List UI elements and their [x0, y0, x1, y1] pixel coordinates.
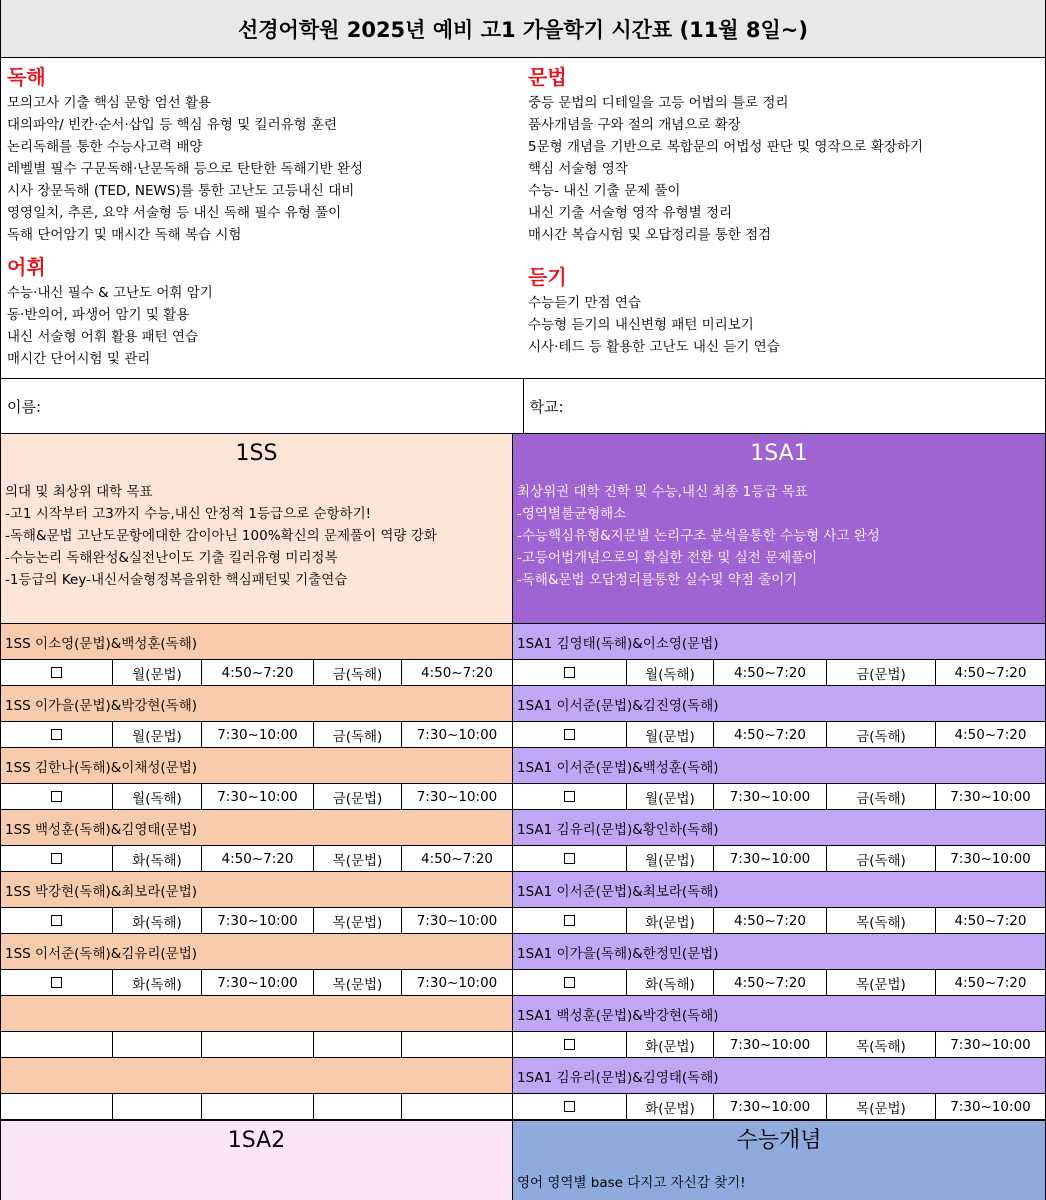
- class-group-title: [1, 996, 512, 1032]
- page-title: 선경어학원 2025년 예비 고1 가을학기 시간표 (11월 8일~): [1, 0, 1045, 58]
- class-group-title: 1SS 이소영(문법)&백성훈(독해): [1, 624, 512, 660]
- schedule-row: [1, 722, 512, 748]
- grammar-line: 수능- 내신 기출 문제 풀이: [528, 183, 681, 199]
- checkbox-icon[interactable]: [564, 729, 575, 740]
- day-cell: 금(독해): [826, 784, 935, 809]
- class-group-title: 1SS 박강현(독해)&최보라(문법): [1, 872, 512, 908]
- schedule-row: [1, 660, 512, 686]
- schedule-row: [513, 1032, 1045, 1058]
- school-field[interactable]: 학교:: [523, 379, 1046, 433]
- reading-line: 모의고사 기출 핵심 문항 엄선 활용: [7, 95, 212, 111]
- reading-line: 논리독해를 통한 수능사고력 배양: [7, 139, 203, 155]
- reading-line: 대의파악/ 빈칸·순서·삽입 등 핵심 유형 및 킬러유형 훈련: [7, 117, 338, 133]
- enroll-checkbox-cell[interactable]: [513, 846, 626, 871]
- class-group-title: 1SA1 김영태(독해)&이소영(문법): [513, 624, 1045, 660]
- class-1sa2-title: 1SA2: [227, 1128, 286, 1153]
- time-cell: 7:30~10:00: [935, 784, 1045, 809]
- name-field[interactable]: 이름:: [7, 397, 42, 416]
- class-group-title: 1SS 김한나(독해)&이채성(문법): [1, 748, 512, 784]
- grammar-line: 매시간 복습시험 및 오답정리를 통한 점검: [528, 227, 772, 243]
- schedule-row: [1, 846, 512, 872]
- checkbox-icon[interactable]: [51, 977, 62, 988]
- schedule-row: [1, 1032, 512, 1058]
- time-cell: 7:30~10:00: [935, 1094, 1045, 1119]
- lower-classes: [1, 1120, 1045, 1200]
- class-concept-title: 수능개념: [736, 1128, 822, 1153]
- time-cell: 7:30~10:00: [401, 970, 512, 995]
- class-group-title: 1SS 이서준(독해)&김유리(문법): [1, 934, 512, 970]
- section-title-listening: 듣기: [528, 265, 567, 289]
- time-cell: [401, 1032, 512, 1057]
- vocab-line: 동·반의어, 파생어 암기 및 활용: [7, 307, 190, 323]
- checkbox-icon[interactable]: [564, 791, 575, 802]
- class-1ss-header: [1, 434, 512, 624]
- time-cell: 7:30~10:00: [401, 908, 512, 933]
- day-cell: 월(문법): [626, 722, 713, 747]
- class-1ss-groups: [1, 624, 512, 1120]
- class-1sa1-desc-line: -영역별불균형해소: [517, 506, 627, 522]
- schedule-row: [513, 784, 1045, 810]
- class-group-title: 1SA1 이서준(문법)&김진영(독해): [513, 686, 1045, 722]
- curriculum-overview: [1, 58, 1045, 379]
- day-cell: 목(문법): [826, 1094, 935, 1119]
- time-cell: 4:50~7:20: [713, 660, 826, 685]
- class-group-title: [1, 1058, 512, 1094]
- time-cell: 7:30~10:00: [713, 1094, 826, 1119]
- time-cell: 7:30~10:00: [201, 784, 313, 809]
- class-1sa1-column: [512, 434, 1045, 1120]
- day-cell: [112, 1032, 201, 1057]
- day-cell: 금(독해): [826, 722, 935, 747]
- class-group-title: 1SA1 이서준(문법)&최보라(독해): [513, 872, 1045, 908]
- day-cell: 금(문법): [826, 660, 935, 685]
- enroll-checkbox-cell[interactable]: [513, 1032, 626, 1057]
- reading-line: 독해 단어암기 및 매시간 독해 복습 시험: [7, 227, 242, 243]
- class-1ss-column: [1, 434, 512, 1120]
- enroll-checkbox-cell[interactable]: [513, 1094, 626, 1119]
- class-concept-header: [512, 1121, 1045, 1200]
- listening-line: 수능듣기 만점 연습: [528, 295, 641, 311]
- day-cell: 목(독해): [826, 1032, 935, 1057]
- time-cell: 4:50~7:20: [201, 846, 313, 871]
- listening-lines: [528, 292, 1039, 358]
- day-cell: 화(독해): [112, 908, 201, 933]
- time-cell: 4:50~7:20: [401, 846, 512, 871]
- vocab-lines: [7, 282, 518, 370]
- time-cell: 4:50~7:20: [935, 908, 1045, 933]
- schedule-row: [1, 1094, 512, 1120]
- time-cell: [201, 1094, 313, 1119]
- class-schedule: [1, 434, 1045, 1120]
- class-group-title: 1SA1 김유리(문법)&김영태(독해): [513, 1058, 1045, 1094]
- enroll-checkbox-cell[interactable]: [513, 660, 626, 685]
- class-1ss-desc-line: -고1 시작부터 고3까지 수능,내신 안정적 1등급으로 순항하기!: [5, 506, 372, 522]
- day-cell: [313, 1094, 401, 1119]
- student-info-row: [1, 379, 1045, 434]
- checkbox-icon[interactable]: [51, 667, 62, 678]
- checkbox-icon[interactable]: [564, 853, 575, 864]
- day-cell: 월(문법): [112, 722, 201, 747]
- day-cell: 목(문법): [313, 846, 401, 871]
- enroll-checkbox-cell[interactable]: [1, 908, 112, 933]
- enroll-checkbox-cell[interactable]: [1, 784, 112, 809]
- class-1sa1-title: 1SA1: [750, 441, 808, 466]
- class-1sa1-desc: [517, 481, 1041, 591]
- enroll-checkbox-cell[interactable]: [1, 970, 112, 995]
- class-1sa1-groups: [513, 624, 1045, 1120]
- day-cell: 금(독해): [313, 660, 401, 685]
- class-1sa1-desc-line: -고등어법개념으로의 확실한 전환 및 실전 문제풀이: [517, 550, 818, 566]
- class-1ss-title: 1SS: [235, 441, 278, 466]
- checkbox-icon[interactable]: [564, 915, 575, 926]
- checkbox-icon[interactable]: [564, 667, 575, 678]
- time-cell: 4:50~7:20: [401, 660, 512, 685]
- day-cell: 목(문법): [313, 908, 401, 933]
- grammar-line: 중등 문법의 디테일을 고등 어법의 틀로 정리: [528, 95, 789, 111]
- enroll-checkbox-cell[interactable]: [513, 722, 626, 747]
- checkbox-icon[interactable]: [564, 1101, 575, 1112]
- checkbox-icon[interactable]: [564, 1039, 575, 1050]
- schedule-row: [1, 908, 512, 934]
- reading-lines: [7, 92, 518, 246]
- grammar-line: 품사개념을 구와 절의 개념으로 확장: [528, 117, 741, 133]
- checkbox-icon[interactable]: [51, 915, 62, 926]
- schedule-row: [513, 1094, 1045, 1120]
- class-1ss-desc-line: 의대 및 최상위 대학 목표: [5, 484, 153, 500]
- day-cell: 월(문법): [626, 846, 713, 871]
- time-cell: 7:30~10:00: [201, 970, 313, 995]
- curriculum-right: [524, 58, 1045, 378]
- time-cell: 4:50~7:20: [935, 722, 1045, 747]
- section-title-reading: 독해: [7, 65, 46, 89]
- class-group-title: 1SA1 이가을(독해)&한정민(문법): [513, 934, 1045, 970]
- day-cell: 화(독해): [626, 970, 713, 995]
- time-cell: 7:30~10:00: [201, 722, 313, 747]
- day-cell: 금(독해): [826, 846, 935, 871]
- listening-line: 시사·테드 등 활용한 고난도 내신 듣기 연습: [528, 339, 780, 355]
- reading-line: 영영일치, 추론, 요약 서술형 등 내신 독해 필수 유형 풀이: [7, 205, 342, 221]
- time-cell: 4:50~7:20: [713, 970, 826, 995]
- enroll-checkbox-cell[interactable]: [1, 1032, 112, 1057]
- checkbox-icon[interactable]: [51, 729, 62, 740]
- time-cell: 7:30~10:00: [713, 784, 826, 809]
- vocab-line: 수능·내신 필수 & 고난도 어휘 암기: [7, 285, 213, 301]
- grammar-line: 핵심 서술형 영작: [528, 161, 628, 177]
- time-cell: 4:50~7:20: [713, 908, 826, 933]
- class-group-title: 1SS 백성훈(독해)&김영태(문법): [1, 810, 512, 846]
- time-cell: 4:50~7:20: [201, 660, 313, 685]
- class-group-title: 1SA1 김유리(문법)&황인하(독해): [513, 810, 1045, 846]
- class-concept-desc: 영어 영역별 base 다지고 자신감 찾기!: [517, 1175, 746, 1191]
- grammar-lines: [528, 92, 1039, 246]
- day-cell: 월(문법): [626, 784, 713, 809]
- time-cell: 4:50~7:20: [935, 660, 1045, 685]
- day-cell: 화(문법): [626, 1032, 713, 1057]
- day-cell: 목(문법): [826, 970, 935, 995]
- enroll-checkbox-cell[interactable]: [513, 908, 626, 933]
- class-group-title: 1SA1 이서준(문법)&백성훈(독해): [513, 748, 1045, 784]
- class-group-title: 1SS 이가을(문법)&박강현(독해): [1, 686, 512, 722]
- time-cell: 7:30~10:00: [713, 846, 826, 871]
- schedule-row: [513, 846, 1045, 872]
- time-cell: [201, 1032, 313, 1057]
- day-cell: 화(문법): [626, 908, 713, 933]
- class-1ss-desc-line: -수능논리 독해완성&실전난이도 기출 킬러유형 미리정복: [5, 550, 338, 566]
- time-cell: 7:30~10:00: [935, 846, 1045, 871]
- reading-line: 시사 장문독해 (TED, NEWS)를 통한 고난도 고등내신 대비: [7, 183, 355, 199]
- section-title-grammar: 문법: [528, 65, 567, 89]
- day-cell: 월(독해): [626, 660, 713, 685]
- vocab-line: 매시간 단어시험 및 관리: [7, 351, 151, 367]
- time-cell: 7:30~10:00: [713, 1032, 826, 1057]
- enroll-checkbox-cell[interactable]: [1, 660, 112, 685]
- time-cell: 4:50~7:20: [713, 722, 826, 747]
- schedule-row: [513, 970, 1045, 996]
- checkbox-icon[interactable]: [51, 791, 62, 802]
- time-cell: 7:30~10:00: [401, 722, 512, 747]
- class-1ss-desc: [5, 481, 508, 591]
- listening-line: 수능형 듣기의 내신변형 패턴 미리보기: [528, 317, 754, 333]
- class-1sa2-header: [1, 1121, 512, 1200]
- day-cell: 화(문법): [626, 1094, 713, 1119]
- reading-line: 레벨별 필수 구문독해·난문독해 등으로 탄탄한 독해기반 완성: [7, 161, 364, 177]
- schedule-row: [1, 970, 512, 996]
- class-1ss-desc-line: -독해&문법 고난도문항에대한 감이아닌 100%확신의 문제풀이 역량 강화: [5, 528, 437, 544]
- class-1sa1-desc-line: -독해&문법 오답정리를통한 실수및 약점 줄이기: [517, 572, 798, 588]
- day-cell: 월(문법): [112, 660, 201, 685]
- vocab-line: 내신 서술형 어휘 활용 패턴 연습: [7, 329, 198, 345]
- time-cell: [401, 1094, 512, 1119]
- class-1sa1-desc-line: 최상위권 대학 진학 및 수능,내신 최종 1등급 목표: [517, 484, 808, 500]
- grammar-line: 5문형 개념을 기반으로 복합문의 어법성 판단 및 영작으로 확장하기: [528, 139, 924, 155]
- day-cell: 화(독해): [112, 970, 201, 995]
- day-cell: 금(독해): [313, 722, 401, 747]
- time-cell: 7:30~10:00: [201, 908, 313, 933]
- day-cell: 목(문법): [313, 970, 401, 995]
- schedule-row: [1, 784, 512, 810]
- class-1ss-desc-line: -1등급의 Key-내신서술형정복을위한 핵심패턴및 기출연습: [5, 572, 348, 588]
- schedule-row: [513, 660, 1045, 686]
- curriculum-left: [1, 58, 524, 378]
- checkbox-icon[interactable]: [564, 977, 575, 988]
- day-cell: 월(독해): [112, 784, 201, 809]
- enroll-checkbox-cell[interactable]: [1, 1094, 112, 1119]
- class-group-title: 1SA1 백성훈(문법)&박강현(독해): [513, 996, 1045, 1032]
- enroll-checkbox-cell[interactable]: [513, 784, 626, 809]
- schedule-row: [513, 722, 1045, 748]
- grammar-line: 내신 기출 서술형 영작 유형별 정리: [528, 205, 733, 221]
- enroll-checkbox-cell[interactable]: [1, 722, 112, 747]
- day-cell: 목(독해): [826, 908, 935, 933]
- day-cell: 화(독해): [112, 846, 201, 871]
- enroll-checkbox-cell[interactable]: [513, 970, 626, 995]
- checkbox-icon[interactable]: [51, 853, 62, 864]
- day-cell: [313, 1032, 401, 1057]
- time-cell: 4:50~7:20: [935, 970, 1045, 995]
- time-cell: 7:30~10:00: [401, 784, 512, 809]
- day-cell: 금(문법): [313, 784, 401, 809]
- time-cell: 7:30~10:00: [935, 1032, 1045, 1057]
- day-cell: [112, 1094, 201, 1119]
- schedule-row: [513, 908, 1045, 934]
- enroll-checkbox-cell[interactable]: [1, 846, 112, 871]
- class-1sa1-desc-line: -수능핵심유형&지문별 논리구조 분석을통한 수능형 사고 완성: [517, 528, 880, 544]
- class-1sa1-header: [513, 434, 1045, 624]
- section-title-vocab: 어휘: [7, 255, 46, 279]
